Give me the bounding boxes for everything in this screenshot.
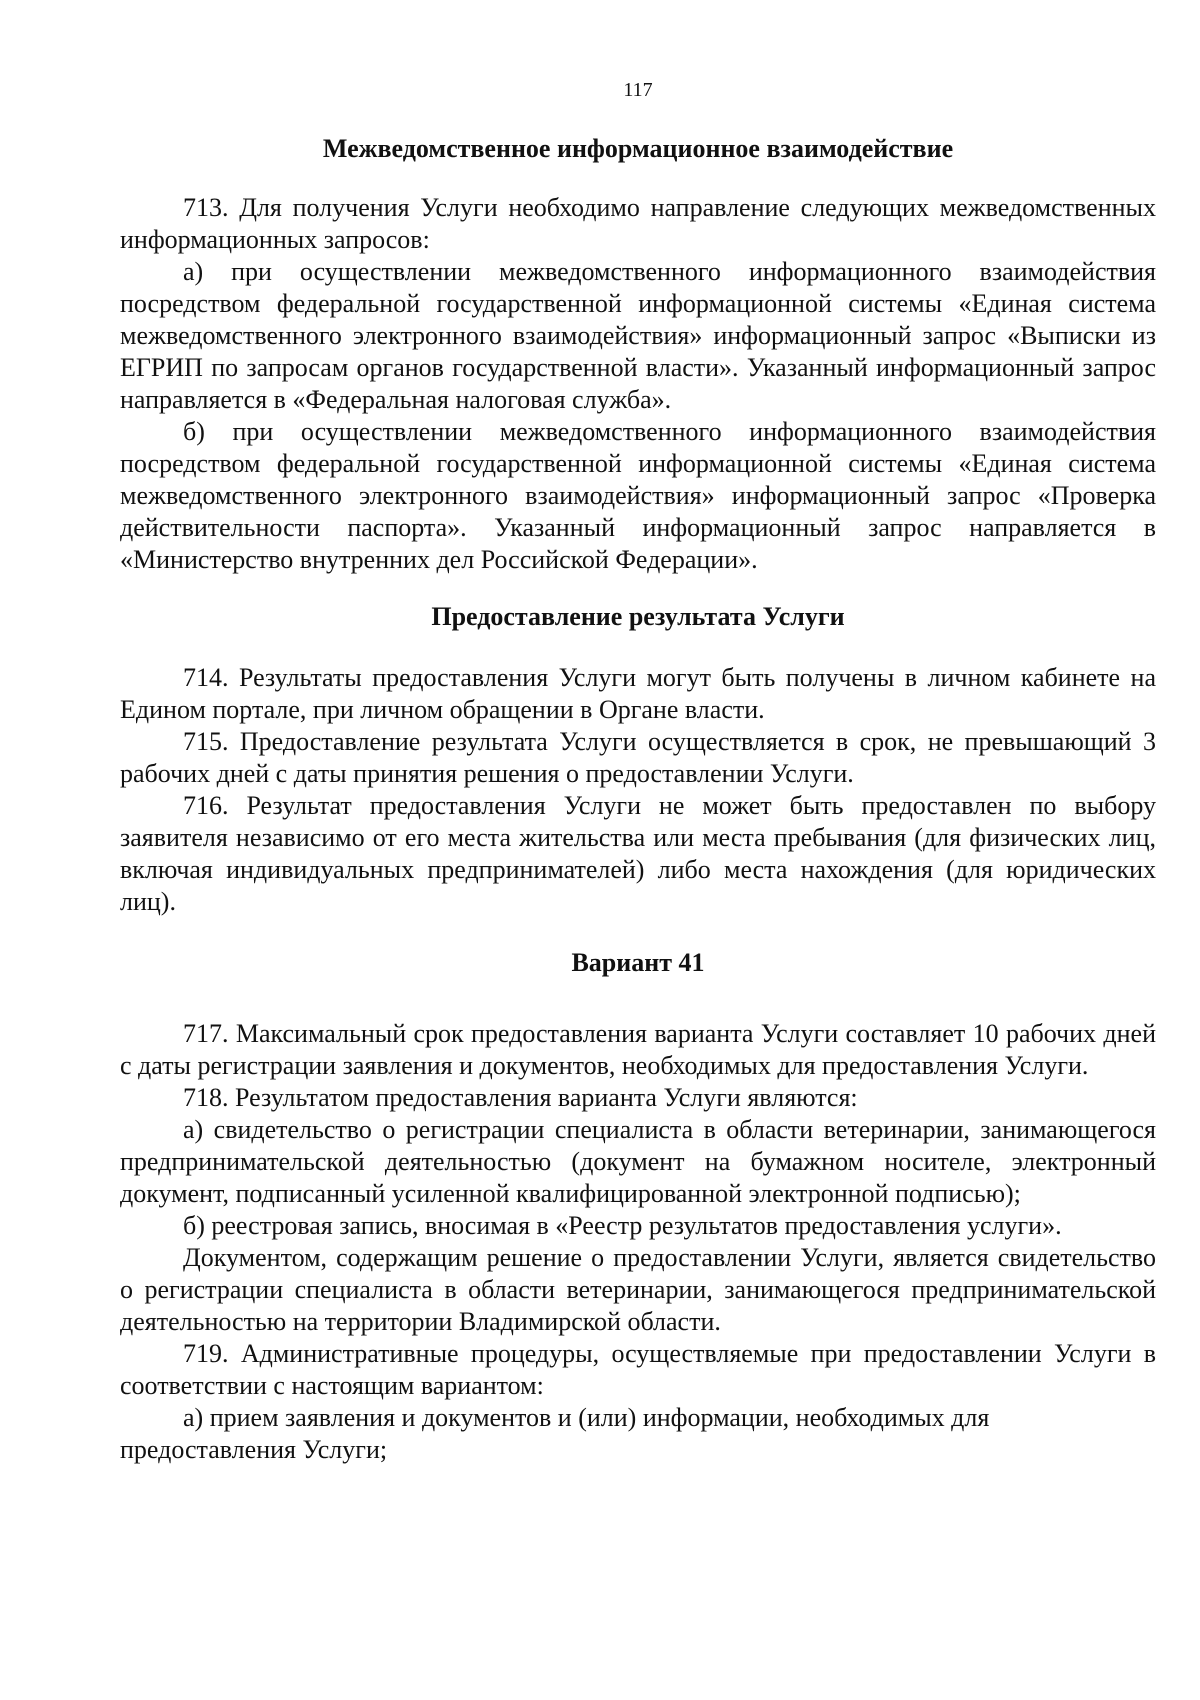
paragraph-715: 715. Предоставление результата Услуги осуществляется в срок, не превышающий 3 рабочих дней с даты принятия решения о предоставлении Услуги. [120,727,1156,788]
paragraph-713: 713. Для получения Услуги необходимо направление следующих межведомственных информационных запросов: [120,193,1156,254]
page-number: 117 [623,79,653,101]
document-page [120,78,1156,1678]
paragraph-713-b: б) при осуществлении межведомственного информационного взаимодействия посредством федеральной государственной информационной системы «Единая система межведомственного электронного взаимодействия» информационный запрос «Проверка действительности паспорта». Указанный информационный запрос направляется в «Министерство внутренних дел Российской Федерации». [120,417,1156,574]
paragraph-decision-document: Документом, содержащим решение о предоставлении Услуги, является свидетельство о регистрации специалиста в области ветеринарии, занимающегося предпринимательской деятельностью на территории Владимирской области. [120,1243,1156,1336]
section-heading-result: Предоставление результата Услуги [431,602,845,631]
paragraph-719-a: а) прием заявления и документов и (или) информации, необходимых для предоставления Услуги; [120,1403,990,1464]
section-heading-interagency: Межведомственное информационное взаимодействие [322,134,954,163]
paragraph-713-a: а) при осуществлении межведомственного информационного взаимодействия посредством федеральной государственной информационной системы «Единая система межведомственного электронного взаимодействия» информационный запрос «Выписки из ЕГРИП по запросам органов государственной власти». Указанный информационный запрос направляется в «Федеральная налоговая служба». [120,257,1156,414]
paragraph-714: 714. Результаты предоставления Услуги могут быть получены в личном кабинете на Едином портале, при личном обращении в Органе власти. [120,663,1156,724]
paragraph-718-b: б) реестровая запись, вносимая в «Реестр результатов предоставления услуги». [183,1211,1062,1240]
section-heading-variant-41: Вариант 41 [571,948,705,977]
paragraph-718-a: а) свидетельство о регистрации специалиста в области ветеринарии, занимающегося предпринимательской деятельностью (документ на бумажном носителе, электронный документ, подписанный усиленной квалифицированной электронной подписью); [120,1115,1156,1208]
paragraph-718: 718. Результатом предоставления варианта Услуги являются: [183,1083,858,1112]
paragraph-716: 716. Результат предоставления Услуги не может быть предоставлен по выбору заявителя независимо от его места жительства или места пребывания (для физических лиц, включая индивидуальных предпринимателей) либо места нахождения (для юридических лиц). [120,791,1156,916]
paragraph-717: 717. Максимальный срок предоставления варианта Услуги составляет 10 рабочих дней с даты регистрации заявления и документов, необходимых для предоставления Услуги. [120,1019,1156,1080]
paragraph-719: 719. Административные процедуры, осуществляемые при предоставлении Услуги в соответствии с настоящим вариантом: [120,1339,1156,1400]
